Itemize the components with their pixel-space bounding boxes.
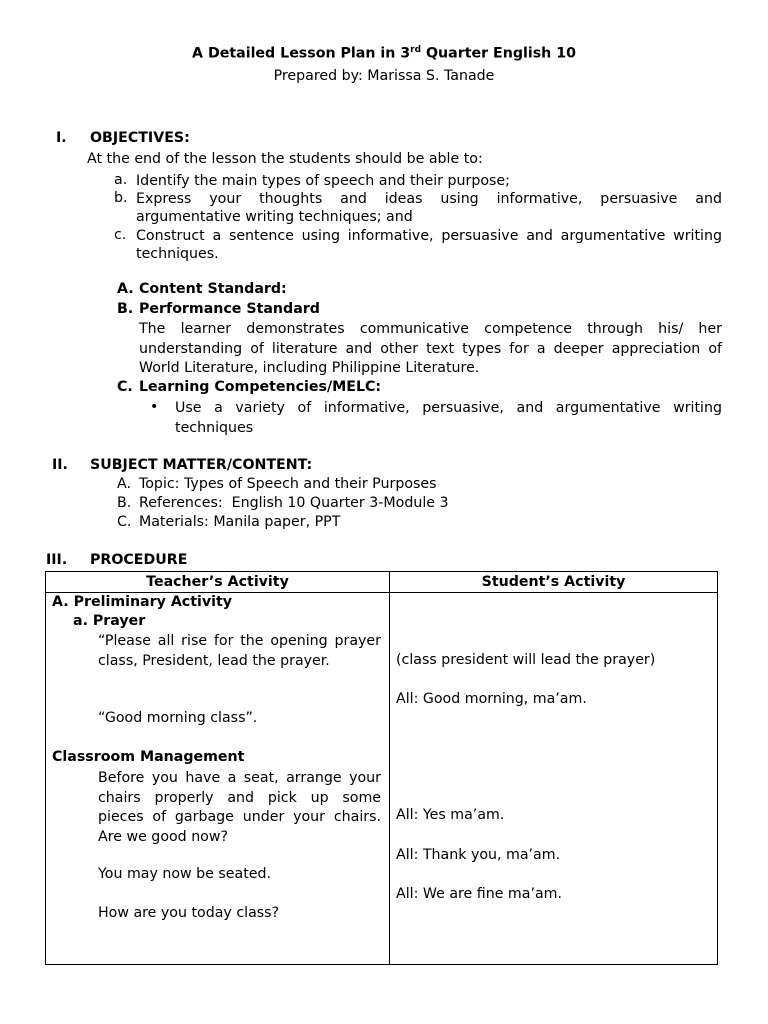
teacher-activity-cell [46, 593, 390, 965]
section-numeral-subject: II. [52, 457, 68, 473]
table-header-row [46, 572, 718, 593]
objective-item: Construct a sentence using informative, persuasive and argumentative writing techniques. [136, 228, 722, 262]
standard-marker: A. [117, 281, 134, 297]
standard-marker: C. [117, 379, 133, 395]
classroom-management-heading: Classroom Management [52, 749, 245, 765]
subject-item: References: English 10 Quarter 3-Module 3 [139, 495, 449, 511]
section-heading-procedure: PROCEDURE [90, 552, 188, 568]
student-activity-cell [390, 593, 718, 965]
prayer-instruction: “Please all rise for the opening prayer class, President, lead the prayer. [98, 633, 381, 669]
section-numeral-objectives: I. [56, 130, 67, 146]
seated-text: You may now be seated. [98, 866, 272, 882]
performance-standard-text: The learner demonstrates communicative competence through his/ her understanding of literature and other text types for a deeper appreciation of World Literature, including Philippine Literature. [139, 321, 722, 376]
teacher-activity-header: Teacher’s Activity [46, 572, 390, 593]
title-text-suffix: Quarter English 10 [421, 45, 576, 62]
objective-marker: c. [114, 227, 127, 243]
classroom-management-text: Before you have a seat, arrange your chairs properly and pick up some pieces of garbage under your chairs. Are we good now? [98, 770, 381, 845]
bullet: • [150, 399, 159, 415]
document-title [0, 45, 768, 62]
greeting-response: All: Good morning, ma’am. [396, 691, 587, 707]
student-activity-header: Student’s Activity [390, 572, 718, 593]
subject-item: Topic: Types of Speech and their Purposes [139, 476, 437, 492]
yes-response: All: Yes ma’am. [396, 807, 505, 823]
objective-marker: b. [114, 190, 128, 206]
subject-marker: B. [117, 495, 132, 511]
section-numeral-procedure: III. [46, 552, 68, 568]
prayer-heading: a. Prayer [73, 613, 146, 629]
fine-response: All: We are fine ma’am. [396, 886, 562, 902]
performance-standard-label: Performance Standard [139, 301, 320, 317]
section-heading-objectives: OBJECTIVES: [90, 130, 190, 146]
prepared-by: Prepared by: Marissa S. Tanade [273, 68, 495, 84]
section-heading-subject: SUBJECT MATTER/CONTENT: [90, 457, 313, 473]
content-standard-label: Content Standard: [139, 281, 287, 297]
how-are-you-text: How are you today class? [98, 905, 280, 921]
standard-marker: B. [117, 301, 134, 317]
subject-marker: A. [117, 476, 131, 492]
title-superscript: rd [410, 45, 422, 55]
subject-item: Materials: Manila paper, PPT [139, 514, 341, 530]
objectives-intro: At the end of the lesson the students should be able to: [87, 151, 483, 167]
table-row [46, 593, 718, 965]
greeting-text: “Good morning class”. [98, 710, 258, 726]
preliminary-activity-heading: A. Preliminary Activity [52, 594, 232, 610]
procedure-table [45, 571, 718, 965]
thanks-response: All: Thank you, ma’am. [396, 847, 561, 863]
learning-competency-item: Use a variety of informative, persuasive, and argumentative writing techniques [175, 400, 722, 436]
objective-item: Identify the main types of speech and their purpose; [136, 173, 510, 189]
title-text: A Detailed Lesson Plan in 3 [192, 45, 411, 62]
objective-item: Express your thoughts and ideas using informative, persuasive and argumentative writing techniques; and [136, 191, 722, 225]
objective-marker: a. [114, 172, 128, 188]
prayer-response: (class president will lead the prayer) [396, 652, 656, 668]
subject-marker: C. [117, 514, 132, 530]
learning-competencies-label: Learning Competencies/MELC: [139, 379, 382, 395]
